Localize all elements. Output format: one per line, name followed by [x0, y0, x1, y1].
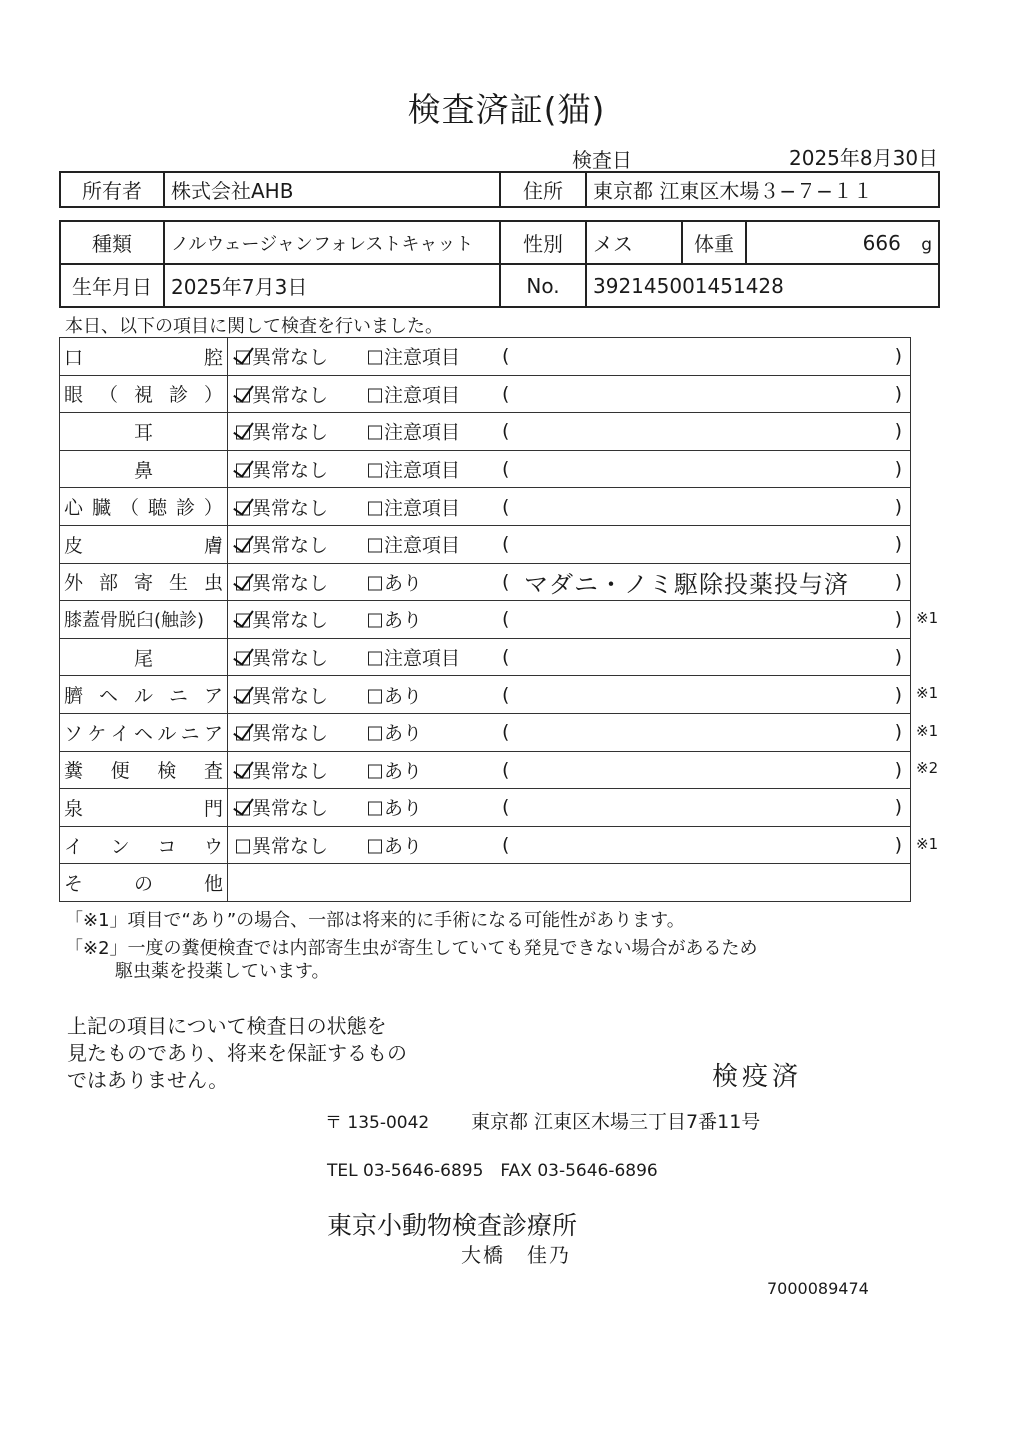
option2-checkbox[interactable]: [368, 456, 460, 483]
exam-date-label: 検査日: [572, 148, 632, 172]
item-mark: ※1: [916, 609, 939, 627]
checkbox-icon: [368, 652, 382, 666]
checkbox-icon: [236, 388, 250, 402]
normal-label: 異常なし: [252, 760, 329, 783]
option2-label: 注意項目: [384, 497, 461, 520]
checkbox-icon: [236, 689, 250, 703]
tel-fax: TEL 03-5646-6895 FAX 03-5646-6896: [327, 1161, 658, 1181]
footnote-2: 「※2」一度の糞便検査では内部寄生虫が寄生していても発見できない場合があるため: [65, 938, 758, 959]
paren-open: (: [502, 683, 510, 706]
normal-checkbox[interactable]: [236, 568, 328, 595]
normal-label: 異常なし: [252, 384, 329, 407]
paren-open: (: [502, 420, 510, 443]
table-row: [60, 676, 911, 714]
option2-checkbox[interactable]: [368, 568, 422, 595]
footnote-2-cont: 駆虫薬を投薬しています。: [115, 961, 330, 982]
item-options: [228, 375, 911, 413]
paren-open: (: [502, 345, 510, 368]
paren-open: (: [502, 721, 510, 744]
option2-label: あり: [384, 685, 423, 708]
paren-open: (: [502, 834, 510, 857]
option2-checkbox[interactable]: [368, 418, 460, 445]
item-name-text: 膝蓋骨脱臼(触診): [64, 610, 205, 632]
normal-label: 異常なし: [252, 647, 329, 670]
checkbox-icon: [236, 539, 250, 553]
paren-close: ): [894, 495, 902, 518]
checkbox-icon: [236, 426, 250, 440]
option2-label: 注意項目: [384, 534, 461, 557]
item-name: [60, 826, 228, 864]
item-name-text: 鼻: [133, 459, 153, 482]
item-name: [60, 525, 228, 563]
option2-label: あり: [384, 722, 423, 745]
item-options: [228, 413, 911, 451]
paren-close: ): [894, 608, 902, 631]
item-name-text: 泉 門: [64, 797, 223, 820]
quarantine-stamp: 検疫済: [712, 1062, 803, 1092]
item-name: [60, 488, 228, 526]
breed-label: 種類: [60, 221, 164, 264]
option2-checkbox[interactable]: [368, 380, 460, 407]
normal-label: 異常なし: [252, 685, 329, 708]
table-row: [60, 563, 911, 601]
disclaimer: [67, 1013, 407, 1094]
item-options: [228, 601, 911, 639]
item-name: [60, 638, 228, 676]
disclaimer-line: 見たものであり、将来を保証するもの: [67, 1041, 407, 1065]
item-options: [228, 488, 911, 526]
paren-close: ): [894, 796, 902, 819]
item-name: [60, 450, 228, 488]
paren-open: (: [502, 796, 510, 819]
checkbox-icon: [368, 351, 382, 365]
normal-label: 異常なし: [252, 797, 329, 820]
option2-label: 注意項目: [384, 346, 461, 369]
normal-checkbox[interactable]: [236, 418, 328, 445]
item-options: [228, 676, 911, 714]
item-mark: ※1: [916, 834, 939, 853]
checkbox-icon: [368, 464, 382, 478]
weight-unit: g: [921, 234, 932, 255]
paren-open: (: [502, 570, 510, 593]
other-label: [60, 864, 228, 902]
normal-label: 異常なし: [252, 459, 329, 482]
checkbox-icon: [236, 501, 250, 515]
item-options: [228, 751, 911, 789]
option2-checkbox[interactable]: [368, 644, 460, 671]
checkbox-icon: [236, 576, 250, 590]
option2-label: あり: [384, 835, 423, 858]
paren-open: (: [502, 646, 510, 669]
paren-close: ): [894, 646, 902, 669]
normal-label: 異常なし: [252, 497, 329, 520]
owner-label: 所有者: [60, 172, 164, 207]
address-value: 東京都 江東区木場３−７−１１: [586, 172, 939, 207]
paren-close: ): [894, 382, 902, 405]
postal-code: 〒 135-0042: [325, 1113, 430, 1133]
item-name-text: イ ン コ ウ: [64, 835, 223, 858]
option2-checkbox[interactable]: [368, 794, 422, 821]
normal-label: 異常なし: [252, 534, 329, 557]
table-row: [60, 413, 911, 451]
table-row: [60, 338, 911, 376]
item-name-text: 耳: [133, 421, 153, 444]
paren-close: ): [894, 721, 902, 744]
item-name-text: 心 臓 （ 聴 診 ）: [64, 497, 223, 520]
table-row-other: [60, 864, 911, 902]
exam-items-table: [59, 337, 911, 902]
item-name: [60, 676, 228, 714]
checkbox-icon: [236, 652, 250, 666]
option2-checkbox[interactable]: [368, 343, 460, 370]
normal-label: 異常なし: [252, 722, 329, 745]
checkbox-icon: [236, 764, 250, 778]
table-row: [60, 789, 911, 827]
normal-checkbox[interactable]: [236, 380, 328, 407]
checkbox-icon: [368, 426, 382, 440]
paren-open: (: [502, 495, 510, 518]
item-options: [228, 525, 911, 563]
checkbox-icon: [368, 764, 382, 778]
checkbox-icon: [368, 727, 382, 741]
paren-close: ): [894, 420, 902, 443]
item-options: [228, 713, 911, 751]
item-name-text: 臍 ヘ ル ニ ア: [64, 685, 223, 708]
checkbox-icon: [368, 388, 382, 402]
option2-label: あり: [384, 572, 423, 595]
owner-table: [59, 171, 940, 208]
normal-checkbox[interactable]: [236, 756, 328, 783]
weight-label: 体重: [682, 221, 746, 264]
option2-label: あり: [384, 760, 423, 783]
normal-checkbox[interactable]: [236, 681, 328, 708]
table-row: [60, 488, 911, 526]
disclaimer-line: 上記の項目について検査日の状態を: [67, 1014, 387, 1038]
vet-name: 大橋 佳乃: [461, 1243, 571, 1267]
no-value: 392145001451428: [586, 264, 939, 307]
normal-checkbox[interactable]: [236, 794, 328, 821]
item-mark: ※2: [916, 759, 939, 778]
normal-checkbox[interactable]: [236, 719, 328, 746]
disclaimer-line: ではありません。: [67, 1068, 229, 1092]
item-name: [60, 413, 228, 451]
checkbox-icon: [368, 689, 382, 703]
normal-checkbox[interactable]: [236, 832, 328, 859]
table-row: [60, 450, 911, 488]
normal-checkbox[interactable]: [236, 493, 328, 520]
item-name-text: 眼 （ 視 診 ）: [64, 384, 223, 407]
normal-label: 異常なし: [252, 835, 329, 858]
option2-label: 注意項目: [384, 384, 461, 407]
checkbox-icon: [368, 840, 382, 854]
paren-close: ): [894, 458, 902, 481]
option2-label: あり: [384, 609, 423, 632]
paren-open: (: [502, 458, 510, 481]
normal-label: 異常なし: [252, 609, 329, 632]
table-row: [60, 638, 911, 676]
checkbox-icon: [236, 727, 250, 741]
footnote-1: 「※1」項目で“あり”の場合、一部は将来的に手術になる可能性があります。: [65, 910, 685, 931]
normal-label: 異常なし: [252, 346, 329, 369]
item-name-text: 糞 便 検 査: [64, 760, 223, 783]
paren-close: ): [894, 533, 902, 556]
weight-value: 666: [862, 230, 901, 255]
item-options: [228, 338, 911, 376]
table-row: [60, 713, 911, 751]
item-name: [60, 789, 228, 827]
item-name: [60, 751, 228, 789]
normal-checkbox[interactable]: [236, 606, 328, 633]
table-row: [60, 826, 911, 864]
exam-date: 2025年8月30日: [789, 146, 939, 170]
paren-close: ): [894, 683, 902, 706]
weight-cell: [746, 221, 939, 264]
table-row: [60, 601, 911, 639]
dob-label: 生年月日: [60, 264, 164, 307]
checkbox-icon: [236, 802, 250, 816]
checkbox-icon: [236, 351, 250, 365]
item-name: [60, 375, 228, 413]
option2-checkbox[interactable]: [368, 606, 422, 633]
item-name-text: 外 部 寄 生 虫: [64, 572, 223, 595]
paren-close: ): [894, 834, 902, 857]
paren-close: ): [894, 758, 902, 781]
item-options: [228, 789, 911, 827]
owner-value: 株式会社AHB: [164, 172, 500, 207]
checkbox-icon: [368, 501, 382, 515]
clinic-name: 東京小動物検査診療所: [327, 1211, 578, 1240]
intro-text: 本日、以下の項目に関して検査を行いました。: [65, 316, 443, 337]
normal-checkbox[interactable]: [236, 456, 328, 483]
sex-label: 性別: [500, 221, 586, 264]
checkbox-icon: [236, 464, 250, 478]
option2-label: 注意項目: [384, 421, 461, 444]
item-name-text: 口 腔: [64, 346, 223, 369]
option2-checkbox[interactable]: [368, 832, 422, 859]
checkbox-icon: [368, 614, 382, 628]
paren-close: ): [894, 570, 902, 593]
option2-checkbox[interactable]: [368, 493, 460, 520]
pet-info-table: [59, 220, 940, 308]
item-options: [228, 450, 911, 488]
serial-number: 7000089474: [767, 1279, 869, 1298]
breed-value: ノルウェージャンフォレストキャット: [164, 221, 500, 264]
item-name: [60, 713, 228, 751]
checkbox-icon: [368, 576, 382, 590]
item-mark: ※1: [916, 684, 939, 703]
other-value[interactable]: [228, 864, 911, 902]
item-note: マダニ・ノミ駆除投薬投与済: [524, 570, 849, 599]
normal-checkbox[interactable]: [236, 343, 328, 370]
normal-checkbox[interactable]: [236, 644, 328, 671]
address-label: 住所: [500, 172, 586, 207]
item-options: [228, 563, 911, 601]
checkbox-icon: [368, 802, 382, 816]
normal-checkbox[interactable]: [236, 531, 328, 558]
table-row: [60, 375, 911, 413]
certificate-title: 検査済証(猫): [407, 90, 606, 129]
dob-value: 2025年7月3日: [164, 264, 500, 307]
checkbox-icon: [236, 840, 250, 854]
item-options: [228, 826, 911, 864]
item-options: [228, 638, 911, 676]
table-row: [60, 751, 911, 789]
item-name: [60, 601, 228, 639]
paren-open: (: [502, 758, 510, 781]
checkbox-icon: [368, 539, 382, 553]
paren-open: (: [502, 382, 510, 405]
item-name-text: 尾: [133, 647, 153, 670]
normal-label: 異常なし: [252, 572, 329, 595]
item-name: [60, 338, 228, 376]
checkbox-icon: [236, 614, 250, 628]
paren-open: (: [502, 608, 510, 631]
item-name-text: 皮 膚: [64, 534, 223, 557]
table-row: [60, 525, 911, 563]
paren-close: ): [894, 345, 902, 368]
paren-open: (: [502, 533, 510, 556]
option2-checkbox[interactable]: [368, 719, 422, 746]
option2-label: あり: [384, 797, 423, 820]
sex-value: メス: [586, 221, 682, 264]
item-mark: ※1: [916, 721, 939, 740]
option2-label: 注意項目: [384, 459, 461, 482]
option2-checkbox[interactable]: [368, 531, 460, 558]
item-name-text: ソ ケ イ ヘ ル ニ ア: [64, 722, 223, 745]
item-name: [60, 563, 228, 601]
option2-checkbox[interactable]: [368, 756, 422, 783]
option2-label: 注意項目: [384, 647, 461, 670]
normal-label: 異常なし: [252, 421, 329, 444]
other-label-text: そ の 他: [64, 873, 223, 896]
option2-checkbox[interactable]: [368, 681, 422, 708]
no-label: No.: [500, 264, 586, 307]
clinic-address: 東京都 江東区木場三丁目7番11号: [471, 1111, 761, 1133]
